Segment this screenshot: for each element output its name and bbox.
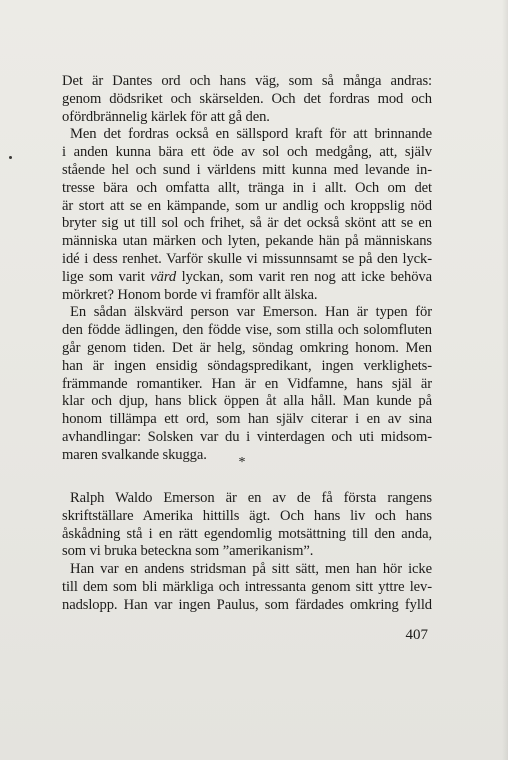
text-line: skriftställare Amerika hittills ägt. Och hans liv och hans (62, 507, 432, 524)
text-line: människa utan märken och lyten, pekande hän på människans (62, 233, 432, 250)
text-line: honom tillämpa ett ord, som han själv citerar i en av sina (62, 411, 432, 428)
text-line: han är ingen ensidig söndagspredikant, ingen verklighets- (62, 357, 432, 374)
text-line: främmande romantiker. Han är en Vidfamne, hans själ är (62, 375, 432, 392)
text-line: i anden kunna bära ett öde av sol och medgång, att, själv (62, 144, 432, 161)
text-line: Men det fordras också en sällspord kraft för att brinnande (70, 126, 432, 143)
text-fragment: lige som varit (62, 268, 151, 285)
text-line: Ralph Waldo Emerson är en av de få första rangens (70, 490, 432, 506)
text-line: mörkret? Honom borde vi framför allt älska. (62, 286, 318, 303)
text-line: Han var en andens stridsman på sitt sätt, men han hör icke (70, 561, 432, 578)
text-line: bryter sig ut till sol och frihet, så är det också skönt att se en (62, 215, 432, 232)
text-line: stående hel och sund i världens mitt kunna med levande in- (62, 161, 432, 178)
text-line: idé i dess renhet. Varför skulle vi missunnsamt se på den lyck- (62, 250, 432, 267)
text-line: åskådning stå i en rätt egendomlig motsättning till den anda, (62, 525, 432, 542)
text-line: den födde ädlingen, den födde vise, som stilla och solomfluten (62, 322, 432, 339)
text-line: tresse bära och omfatta allt, tränga in i allt. Och om det (62, 179, 432, 196)
text-fragment: lyckan, som varit ren nog att icke behöva (176, 268, 432, 285)
text-line: avhandlingar: Solsken var du i vinterdagen och uti midsom- (62, 428, 432, 445)
italic-word: värd (150, 268, 177, 285)
text-line: En sådan älskvärd person var Emerson. Han är typen för (70, 304, 432, 321)
text-line: är stort att se en kämpande, som ur andlig och kroppslig nöd (62, 197, 432, 214)
text-line: till dem som bli märkliga och intressanta genom sitt yttre lev- (62, 578, 432, 595)
margin-dot (9, 156, 12, 159)
page-edge-shadow (502, 0, 508, 760)
text-line (62, 269, 432, 287)
text-line: maren svalkande skugga. (62, 446, 207, 463)
text-section-1 (62, 73, 432, 465)
section-separator-star: * (238, 455, 246, 470)
text-line: klar och djup, hans blick öppen åt alla håll. Man kunde på (62, 393, 432, 410)
text-section-2 (62, 490, 432, 615)
text-line: nadslopp. Han var ingen Paulus, som färdades omkring fylld (62, 596, 432, 613)
text-line: genom dödsriket och skärselden. Och det fordras mod och (62, 90, 432, 107)
text-line: går genom tiden. Det är helg, söndag omkring honom. Men (62, 339, 432, 356)
text-line: Det är Dantes ord och hans väg, som så många andras: (62, 73, 432, 89)
text-line: som vi bruka beteckna som ”amerikanism”. (62, 543, 314, 560)
text-line: ofördbrännelig kärlek för att gå den. (62, 108, 270, 125)
page-number: 407 (405, 627, 428, 643)
